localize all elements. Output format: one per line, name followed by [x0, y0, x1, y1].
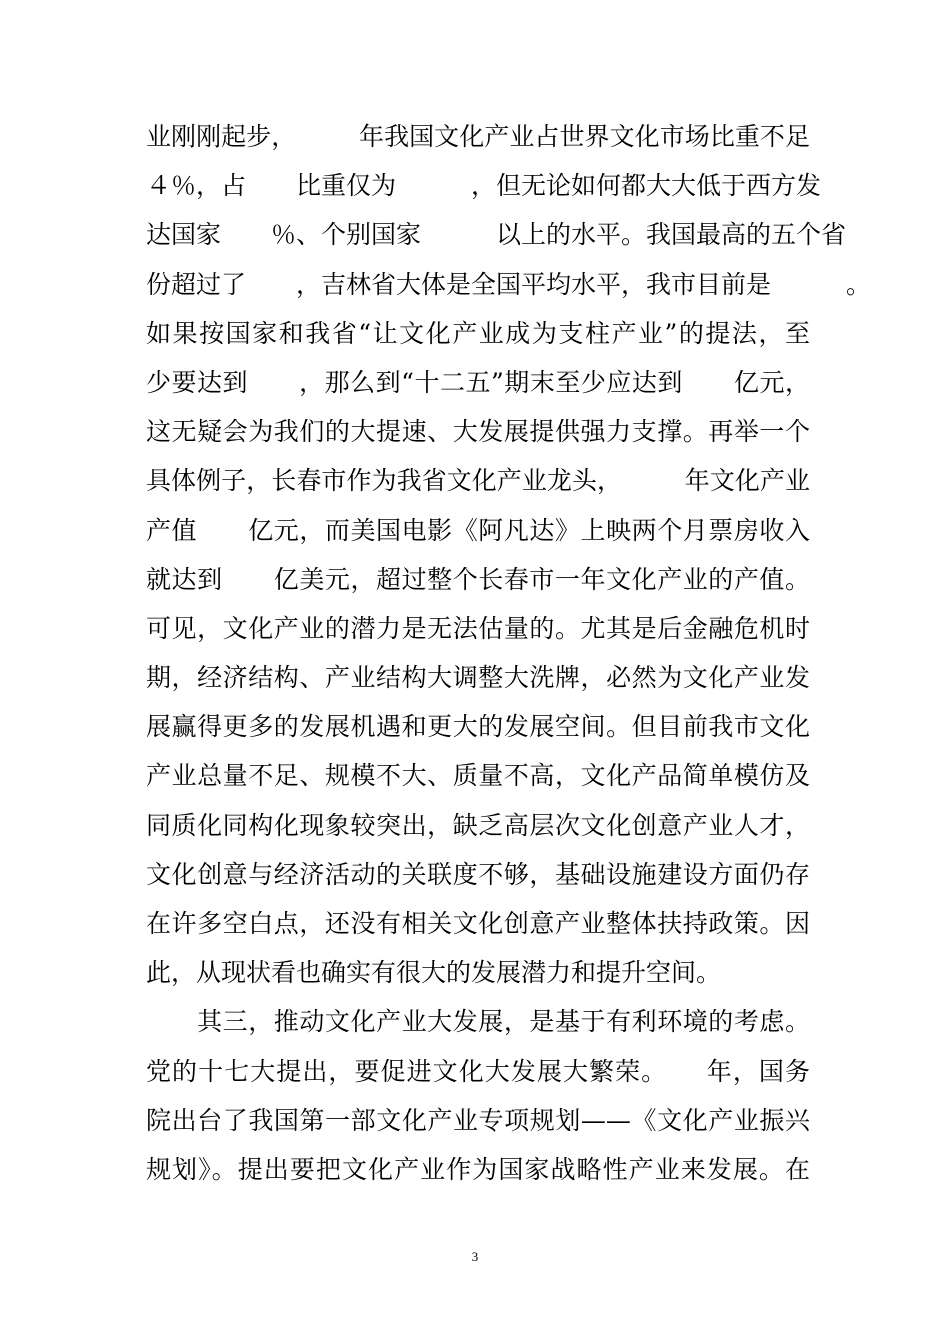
- paragraph-end-line: 此，从现状看也确实有很大的发展潜力和提升空间。: [146, 958, 722, 988]
- text-line: 可见，文化产业的潜力是无法估量的。尤其是后金融危机时: [146, 613, 810, 643]
- text-line: 达国家 ％、个别国家 以上的水平。我国最高的五个省: [146, 220, 847, 250]
- text-line: 党的十七大提出，要促进文化大发展大繁荣。 年，国务: [146, 1056, 810, 1086]
- text-line: 就达到 亿美元，超过整个长春市一年文化产业的产值。: [146, 564, 810, 594]
- body-text: [146, 112, 872, 1194]
- page-number: 3: [471, 1249, 479, 1264]
- text-line: 展赢得更多的发展机遇和更大的发展空间。但目前我市文化: [146, 712, 810, 742]
- text-line: ４％，占 比重仅为 ，但无论如何都大大低于西方发: [146, 171, 822, 201]
- text-line: 份超过了 ，吉林省大体是全国平均水平，我市目前是 。: [146, 269, 872, 299]
- text-line: 同质化同构化现象较突出，缺乏高层次文化创意产业人才，: [146, 810, 810, 840]
- text-line: 业刚刚起步， 年我国文化产业占世界文化市场比重不足: [146, 122, 810, 151]
- text-line: 这无疑会为我们的大提速、大发展提供强力支撑。再举一个: [146, 417, 810, 447]
- text-line: 期，经济结构、产业结构大调整大洗牌，必然为文化产业发: [146, 663, 810, 693]
- text-line: 如果按国家和我省“让文化产业成为支柱产业”的提法，至: [146, 318, 810, 348]
- text-line: 院出台了我国第一部文化产业专项规划——《文化产业振兴: [146, 1105, 810, 1135]
- text-line: 产值 亿元，而美国电影《阿凡达》上映两个月票房收入: [146, 515, 810, 545]
- text-line: 具体例子，长春市作为我省文化产业龙头， 年文化产业: [146, 466, 810, 496]
- text-line: 产业总量不足、规模不大、质量不高，文化产品简单模仿及: [146, 761, 810, 791]
- text-line: 在许多空白点，还没有相关文化创意产业整体扶持政策。因: [146, 909, 810, 938]
- text-line: 文化创意与经济活动的关联度不够，基础设施建设方面仍存: [146, 859, 810, 889]
- text-line: 规划》。提出要把文化产业作为国家战略性产业来发展。在: [146, 1154, 810, 1184]
- paragraph-start-line: 其三，推动文化产业大发展，是基于有利环境的考虑。: [146, 1007, 810, 1037]
- text-line: 少要达到 ，那么到“十二五”期末至少应达到 亿元，: [146, 367, 810, 397]
